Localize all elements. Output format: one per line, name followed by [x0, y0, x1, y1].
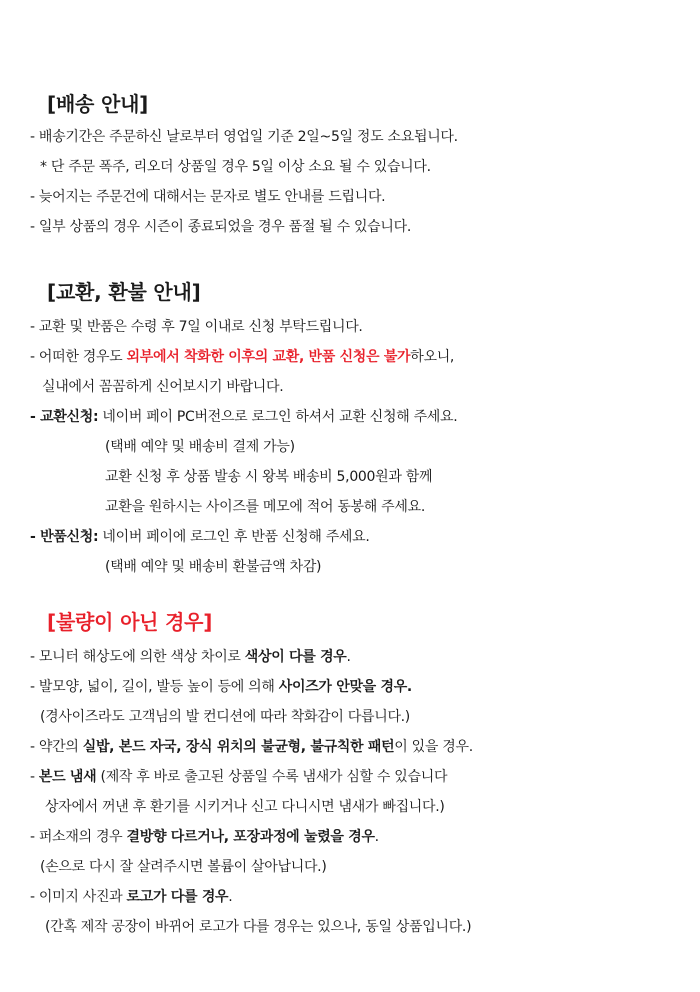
- exchange-request-label: - 교환신청:: [30, 409, 99, 425]
- exchange-heading: [교환, 환불 안내]: [47, 280, 201, 304]
- defect-line-4: [30, 737, 473, 757]
- defect-line-4-a: - 약간의: [30, 739, 83, 755]
- shipping-heading: [배송 안내]: [47, 92, 149, 116]
- defect-heading: [불량이 아닌 경우]: [47, 610, 213, 634]
- defect-line-5-pre: -: [30, 769, 39, 785]
- defect-line-6: 상자에서 꺼낸 후 환기를 시키거나 신고 다니시면 냄새가 빠집니다.): [45, 799, 445, 815]
- defect-line-4-comma: ,: [300, 739, 311, 755]
- exchange-request-line: [30, 407, 457, 427]
- defect-line-1-post: .: [346, 649, 351, 665]
- defect-line-9: [30, 887, 232, 907]
- defect-line-5-bold: 본드 냄새: [38, 769, 97, 785]
- no-exchange-warning: 외부에서 착화한 이후의 교환, 반품 신청은 불가: [126, 349, 411, 365]
- exchange-line-3: 실내에서 꼼꼼하게 신어보시기 바랍니다.: [42, 379, 284, 395]
- defect-line-9-pre: - 이미지 사진과: [30, 889, 127, 905]
- defect-line-3: (경사이즈라도 고객님의 발 컨디션에 따라 착화감이 다릅니다.): [40, 709, 410, 725]
- defect-line-9-bold: 로고가 다를 경우: [126, 889, 229, 905]
- defect-line-7-post: .: [374, 829, 379, 845]
- defect-line-1: [30, 647, 351, 667]
- defect-line-1-pre: - 모니터 해상도에 의한 색상 차이로: [30, 649, 245, 665]
- exchange-sub-2: 교환 신청 후 상품 발송 시 왕복 배송비 5,000원과 함께: [105, 469, 433, 485]
- defect-line-10: (간혹 제작 공장이 바뀌어 로고가 다를 경우는 있으나, 동일 상품입니다.): [45, 919, 472, 935]
- shipping-line-2: * 단 주문 폭주, 리오더 상품일 경우 5일 이상 소요 될 수 있습니다.: [40, 159, 431, 175]
- shipping-line-4: - 일부 상품의 경우 시즌이 종료되었을 경우 품절 될 수 있습니다.: [30, 219, 412, 235]
- defect-line-2: [30, 677, 412, 697]
- exchange-request-text: 네이버 페이 PC버전으로 로그인 하셔서 교환 신청해 주세요.: [98, 409, 458, 425]
- defect-line-2-pre: - 발모양, 넓이, 길이, 발등 높이 등에 의해: [30, 679, 279, 695]
- defect-line-8: (손으로 다시 잘 살려주시면 볼륨이 살아납니다.): [40, 859, 327, 875]
- shipping-line-3: - 늦어지는 주문건에 대해서는 문자로 별도 안내를 드립니다.: [30, 189, 386, 205]
- return-request-text: 네이버 페이에 로그인 후 반품 신청해 주세요.: [98, 529, 370, 545]
- return-request-label: - 반품신청:: [30, 529, 99, 545]
- defect-line-5: [30, 767, 447, 787]
- return-sub-1: (택배 예약 및 배송비 환불금액 차감): [105, 559, 322, 575]
- defect-line-4-bold-1: 실밥, 본드 자국, 장식 위치의 불균형: [82, 739, 301, 755]
- defect-line-1-bold: 색상이 다를 경우: [244, 649, 347, 665]
- defect-line-7: [30, 827, 379, 847]
- defect-line-7-bold: 결방향 다르거나, 포장과정에 눌렸을 경우: [126, 829, 375, 845]
- exchange-line-2: [30, 347, 454, 367]
- return-request-line: [30, 527, 370, 547]
- defect-line-9-post: .: [228, 889, 233, 905]
- exchange-sub-1: (택배 예약 및 배송비 결제 가능): [105, 439, 295, 455]
- exchange-line-1: - 교환 및 반품은 수령 후 7일 이내로 신청 부탁드립니다.: [30, 319, 363, 335]
- exchange-line-2-pre: - 어떠한 경우도: [30, 349, 127, 365]
- exchange-sub-3: 교환을 원하시는 사이즈를 메모에 적어 동봉해 주세요.: [105, 499, 425, 515]
- exchange-line-2-post: 하오니,: [410, 349, 455, 365]
- defect-line-5-post: (제작 후 바로 출고된 상품일 수록 냄새가 심할 수 있습니다: [96, 769, 448, 785]
- defect-line-4-d: 이 있을 경우.: [394, 739, 473, 755]
- shipping-line-1: - 배송기간은 주문하신 날로부터 영업일 기준 2일~5일 정도 소요됩니다.: [30, 129, 458, 145]
- defect-line-4-bold-2: 불규칙한 패턴: [310, 739, 395, 755]
- defect-line-2-bold: 사이즈가 안맞을 경우.: [278, 679, 412, 695]
- defect-line-7-pre: - 퍼소재의 경우: [30, 829, 127, 845]
